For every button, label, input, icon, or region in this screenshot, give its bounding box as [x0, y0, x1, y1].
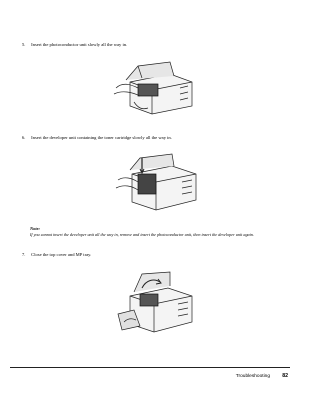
note-text: If you cannot insert the developer unit all the way in, remove and insert the photoconductor unit, then insert the developer unit again. — [30, 232, 254, 237]
note-title: Note: — [30, 226, 40, 231]
printer-photoconductor-insert-illustration — [108, 58, 198, 118]
printer-developer-insert-illustration — [112, 150, 200, 216]
printer-close-cover-illustration — [110, 270, 196, 334]
step-text: Close the top cover and MP tray. — [31, 252, 92, 257]
step-number: 6. — [22, 135, 26, 140]
page-number: 82 — [282, 373, 288, 379]
step-6 — [22, 135, 282, 141]
footer-section-title: Troubleshooting — [235, 374, 270, 379]
step-text: Insert the developer unit containing the toner cartridge slowly all the way in. — [31, 135, 172, 140]
step-7 — [22, 252, 282, 258]
step-number: 5. — [22, 42, 26, 47]
step-number: 7. — [22, 252, 26, 257]
step-text: Insert the photoconductor unit slowly all the way in. — [31, 42, 128, 47]
footer-divider — [10, 367, 290, 368]
step-5 — [22, 42, 282, 48]
